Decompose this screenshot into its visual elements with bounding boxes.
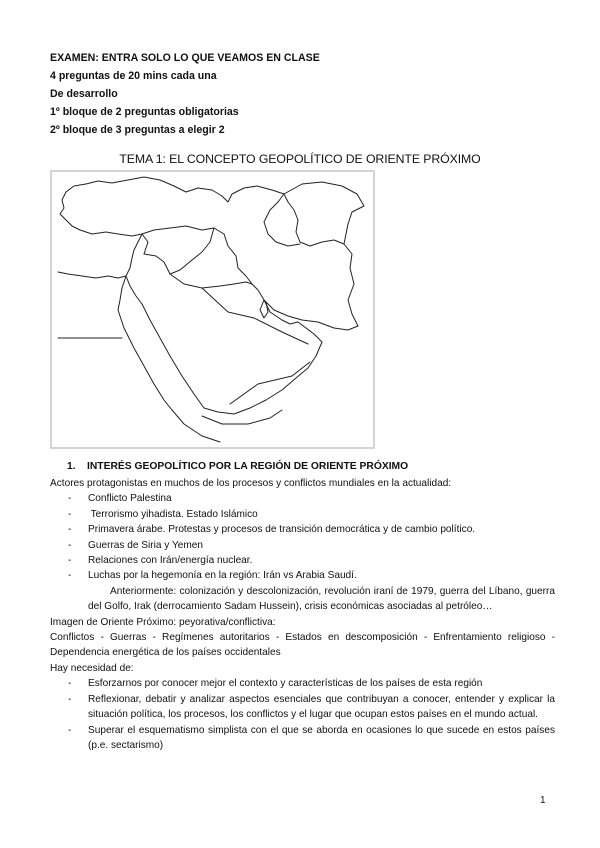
list-item-text: Guerras de Siria y Yemen [88,539,204,551]
list-item [50,538,555,553]
bullet-dash: - [68,539,72,551]
intro-text: Actores protagonistas en muchos de los procesos y conflictos mundiales en la actualidad: [50,478,452,489]
anteriormente-paragraph: Anteriormente: colonización y descolonización, revolución iraní de 1979, guerra del Líbano, guerra del Golfo, Irak (derrocamiento Sadam Hussein), crisis económicas asociadas al petróleo… [88,585,555,613]
bullet-dash: - [68,493,72,505]
list-item-text: Terrorismo yihadista. Estado Islámico [88,508,258,520]
list-item-text: Luchas por la hegemonía en la región: Irán vs Arabia Saudí. [88,570,357,582]
exam-info [50,49,320,139]
bullet-dash: - [68,555,72,567]
list-item [50,553,555,568]
list-item-text: Reflexionar, debatir y analizar aspectos esenciales que contribuyan a conocer, entender y explicar la situación política, los procesos, los conflictos y el lugar que ocupan estos países en el mundo actual. [88,693,555,721]
outline-map-image [52,172,373,447]
exam-info-line: 4 preguntas de 20 mins cada una [50,70,217,82]
exam-info-line: De desarrollo [50,88,118,100]
exam-info-line: 1º bloque de 2 preguntas obligatorias [50,106,239,118]
list-item-text: Conflicto Palestina [88,493,172,505]
middle-east-map [50,170,375,449]
exam-info-line: EXAMEN: ENTRA SOLO LO QUE VEAMOS EN CLASE [50,52,320,64]
list-item-text: Relaciones con Irán/energía nuclear. [88,555,253,567]
bullet-dash: - [68,524,72,536]
list-item [50,676,555,691]
list-item-text: Primavera árabe. Protestas y procesos de transición democrática y de cambio político. [88,524,476,536]
section-heading [50,459,555,476]
bullet-dash: - [68,570,72,582]
bullet-dash: - [68,508,72,520]
bullet-dash: - [68,693,72,705]
list-item [50,568,555,583]
imagen-label: Imagen de Oriente Próximo: peyorativa/conflictiva: [50,616,276,628]
list-item [50,522,555,537]
section-body [50,459,555,753]
bullet-dash: - [68,724,72,736]
list-item-text: Superar el esquematismo simplista con el que se aborda en ocasiones lo que sucede en estos países (p.e. sectarismo) [88,724,555,751]
list-item [50,692,555,723]
imagen-text: Conflictos - Guerras - Regímenes autoritarios - Estados en descomposición - Enfrentamiento religioso - Dependencia energética de los países occidentales [50,632,555,659]
bullet-dash: - [68,678,72,690]
page-number: 1 [540,795,546,806]
exam-info-line: 2º bloque de 3 preguntas a elegir 2 [50,124,225,136]
section-number: 1. [67,461,76,472]
list-item [50,507,555,522]
list-item-text: Esforzarnos por conocer mejor el contexto y características de los países de esta región [88,678,483,690]
necesidad-label: Hay necesidad de: [50,662,134,674]
section-heading-text: INTERÉS GEOPOLÍTICO POR LA REGIÓN DE ORIENTE PRÓXIMO [87,461,409,472]
list-item [50,491,555,506]
list-item [50,723,555,754]
topic-title: TEMA 1: EL CONCEPTO GEOPOLÍTICO DE ORIENTE PRÓXIMO [119,152,481,166]
